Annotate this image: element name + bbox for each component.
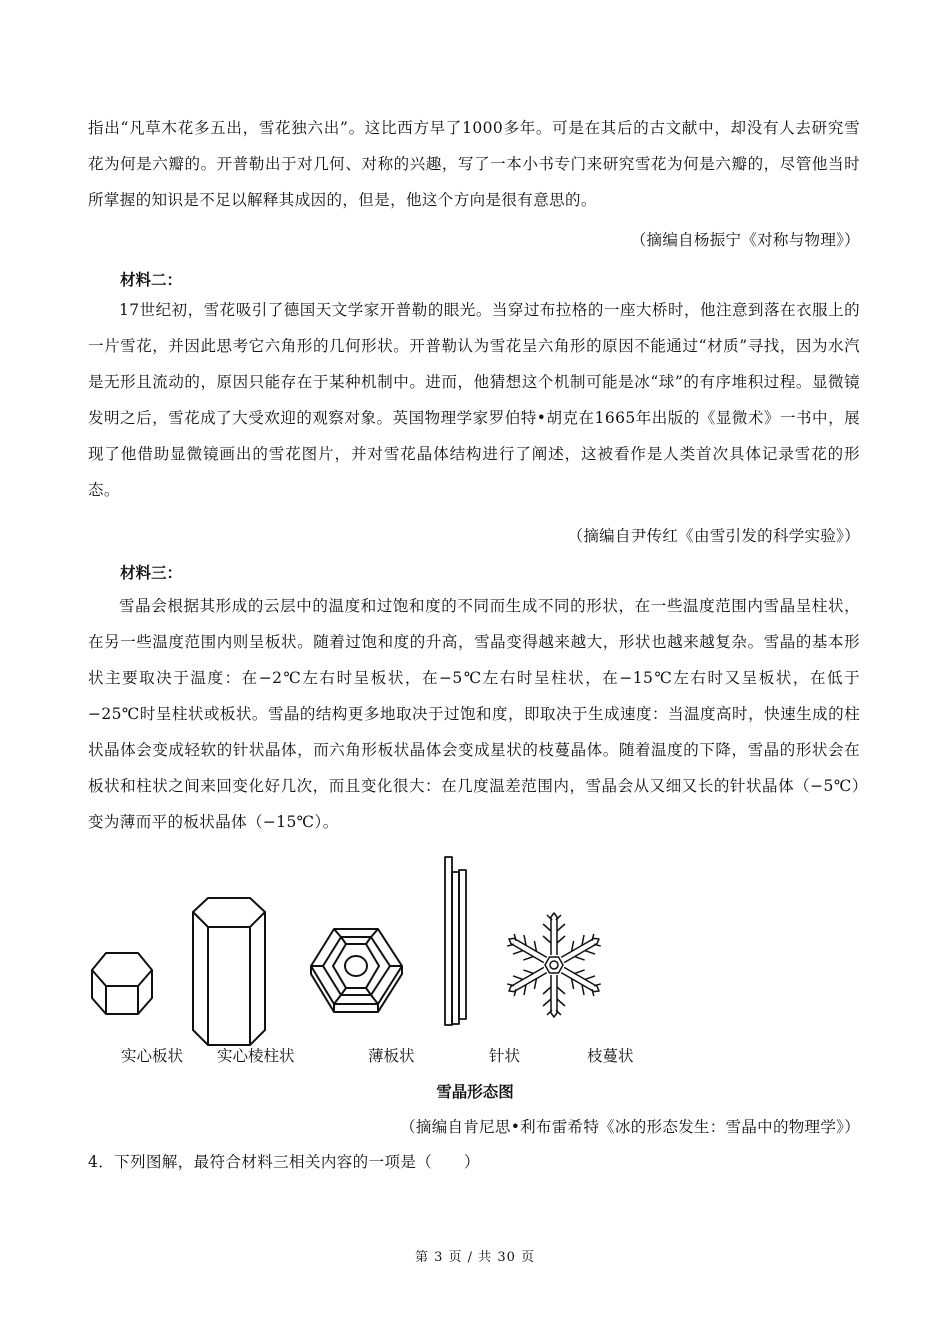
caption-needle: 针状 — [489, 1047, 521, 1065]
solid-prism-crystal-drawing — [193, 898, 265, 1045]
caption-solid-prism: 实心棱柱状 — [217, 1047, 295, 1065]
material-3-heading: 材料三： — [120, 564, 183, 582]
source-citation-1: （摘编自杨振宁《对称与物理》） — [630, 231, 860, 249]
caption-solid-plate: 实心板状 — [121, 1047, 184, 1065]
material-3-text: 雪晶会根据其形成的云层中的温度和过饱和度的不同而生成不同的形状，在一些温度范围内雪晶呈柱状，在另一些温度范围内则呈板状。随着过饱和度的升高，雪晶变得越来越大，形状也越来越复杂。雪晶的基本形状主要取决于温度：在−2℃左右时呈板状，在−5℃左右时呈柱状，在−15℃左右时又呈板状，在低于−25℃时呈柱状或板状。雪晶的结构更多地取决于过饱和度，即取决于生成速度：当温度高时，快速生成的柱状晶体会变成轻软的针状晶体，而六角形板状晶体会变成星状的枝蔓晶体。随着温度的下降，雪晶的形状会在板状和柱状之间来回变化好几次，而且变化很大：在几度温差范围内，雪晶会从又细又长的针状晶体（−5℃）变为薄而平的板状晶体（−15℃）。 — [88, 597, 860, 831]
paragraph-top: 指出“凡草木花多五出，雪花独六出”。这比西方早了1000多年。可是在其后的古文献中，却没有人去研究雪花为何是六瓣的。开普勒出于对几何、对称的兴趣，写了一本小书专门来研究雪花为何是六瓣的，尽管他当时所掌握的知识是不足以解释其成因的，但是，他这个方向是很有意思的。 — [88, 119, 860, 209]
material-2-heading: 材料二： — [120, 271, 183, 289]
caption-dendrite: 枝蔓状 — [587, 1047, 634, 1065]
caption-thin-plate: 薄板状 — [368, 1047, 415, 1065]
needle-crystal-drawing — [445, 857, 466, 1025]
page-footer: 第 3 页 / 共 30 页 — [415, 1250, 535, 1265]
source-citation-3: （摘编自肯尼思•利布雷希特《冰的形态发生：雪晶中的物理学》） — [400, 1118, 860, 1136]
figure-title: 雪晶形态图 — [436, 1083, 514, 1101]
question-4: 4．下列图解，最符合材料三相关内容的一项是（ ） — [88, 1153, 480, 1171]
dendrite-crystal-drawing — [503, 913, 604, 1017]
solid-plate-crystal-drawing — [92, 953, 152, 1014]
source-citation-2: （摘编自尹传红《由雪引发的科学实验》） — [567, 527, 860, 545]
thin-plate-crystal-drawing — [311, 929, 402, 1012]
material-2-text: 17世纪初，雪花吸引了德国天文学家开普勒的眼光。当穿过布拉格的一座大桥时，他注意到落在衣服上的一片雪花，并因此思考它六角形的几何形状。开普勒认为雪花呈六角形的原因不能通过“材质”寻找，因为水汽是无形且流动的，原因只能存在于某种机制中。进而，他猜想这个机制可能是冰“球”的有序堆积过程。显微镜发明之后，雪花成了大受欢迎的观察对象。英国物理学家罗伯特•胡克在1665年出版的《显微术》一书中，展现了他借助显微镜画出的雪花图片，并对雪花晶体结构进行了阐述，这被看作是人类首次具体记录雪花的形态。 — [88, 301, 860, 499]
